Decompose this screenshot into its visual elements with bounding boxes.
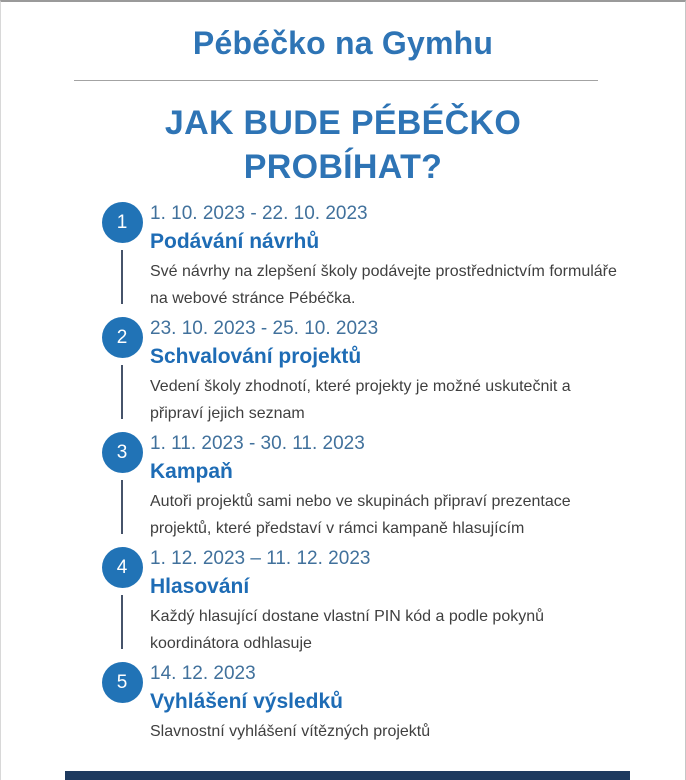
timeline-item [100,546,685,661]
header-divider [74,80,598,81]
main-heading [1,101,685,189]
step-marker [100,546,144,661]
step-number-circle [102,432,143,473]
step-connector-line [121,250,123,304]
step-date: 23. 10. 2023 - 25. 10. 2023 [150,318,379,339]
step-number: 3 [116,441,128,463]
header [1,2,685,189]
timeline [100,201,685,745]
step-number: 2 [116,326,128,348]
step-title: Schvalování projektů [150,345,362,368]
brand-title: Pébéčko na Gymhu [192,25,494,61]
step-description: Každý hlasující dostane vlastní PIN kód a podle pokynů koordinátora odhlasuje [150,608,545,652]
step-title: Podávání návrhů [150,230,320,253]
step-content [144,431,622,546]
step-marker [100,316,144,431]
step-content [144,316,622,431]
step-connector-line [121,365,123,419]
step-marker [100,661,144,745]
step-content [144,661,622,745]
step-number-circle [102,547,143,588]
main-heading-line-1: JAK BUDE PÉBÉČKO [164,104,522,142]
step-description: Vedení školy zhodnotí, které projekty je možné uskutečnit a připraví jejich seznam [150,378,571,422]
step-number-circle [102,317,143,358]
step-number: 4 [116,556,128,578]
step-description: Autoři projektů sami nebo ve skupinách připraví prezentace projektů, které představí v rámci kampaně hlasujícím [150,493,571,537]
timeline-item [100,431,685,546]
step-number-circle [102,202,143,243]
step-connector-line [121,595,123,649]
step-date: 1. 10. 2023 - 22. 10. 2023 [150,203,368,224]
step-number: 5 [116,671,128,693]
main-heading-line-2: PROBÍHAT? [243,148,443,186]
timeline-item [100,201,685,316]
step-content [144,546,622,661]
timeline-item [100,316,685,431]
step-date: 1. 11. 2023 - 30. 11. 2023 [150,433,365,454]
step-number: 1 [116,211,128,233]
step-connector-line [121,480,123,534]
step-marker [100,201,144,316]
timeline-item [100,661,685,745]
step-date: 1. 12. 2023 – 11. 12. 2023 [150,548,371,569]
step-content [144,201,622,316]
footer-bar [65,771,630,780]
step-description: Své návrhy na zlepšení školy podávejte prostřednictvím formuláře na webové stránce Pébéčka. [150,263,617,307]
step-description: Slavnostní vyhlášení vítězných projektů [150,723,431,740]
step-date: 14. 12. 2023 [150,663,256,684]
step-marker [100,431,144,546]
step-title: Kampaň [150,460,233,483]
step-number-circle [102,662,143,703]
step-title: Hlasování [150,575,250,598]
step-title: Vyhlášení výsledků [150,690,343,713]
